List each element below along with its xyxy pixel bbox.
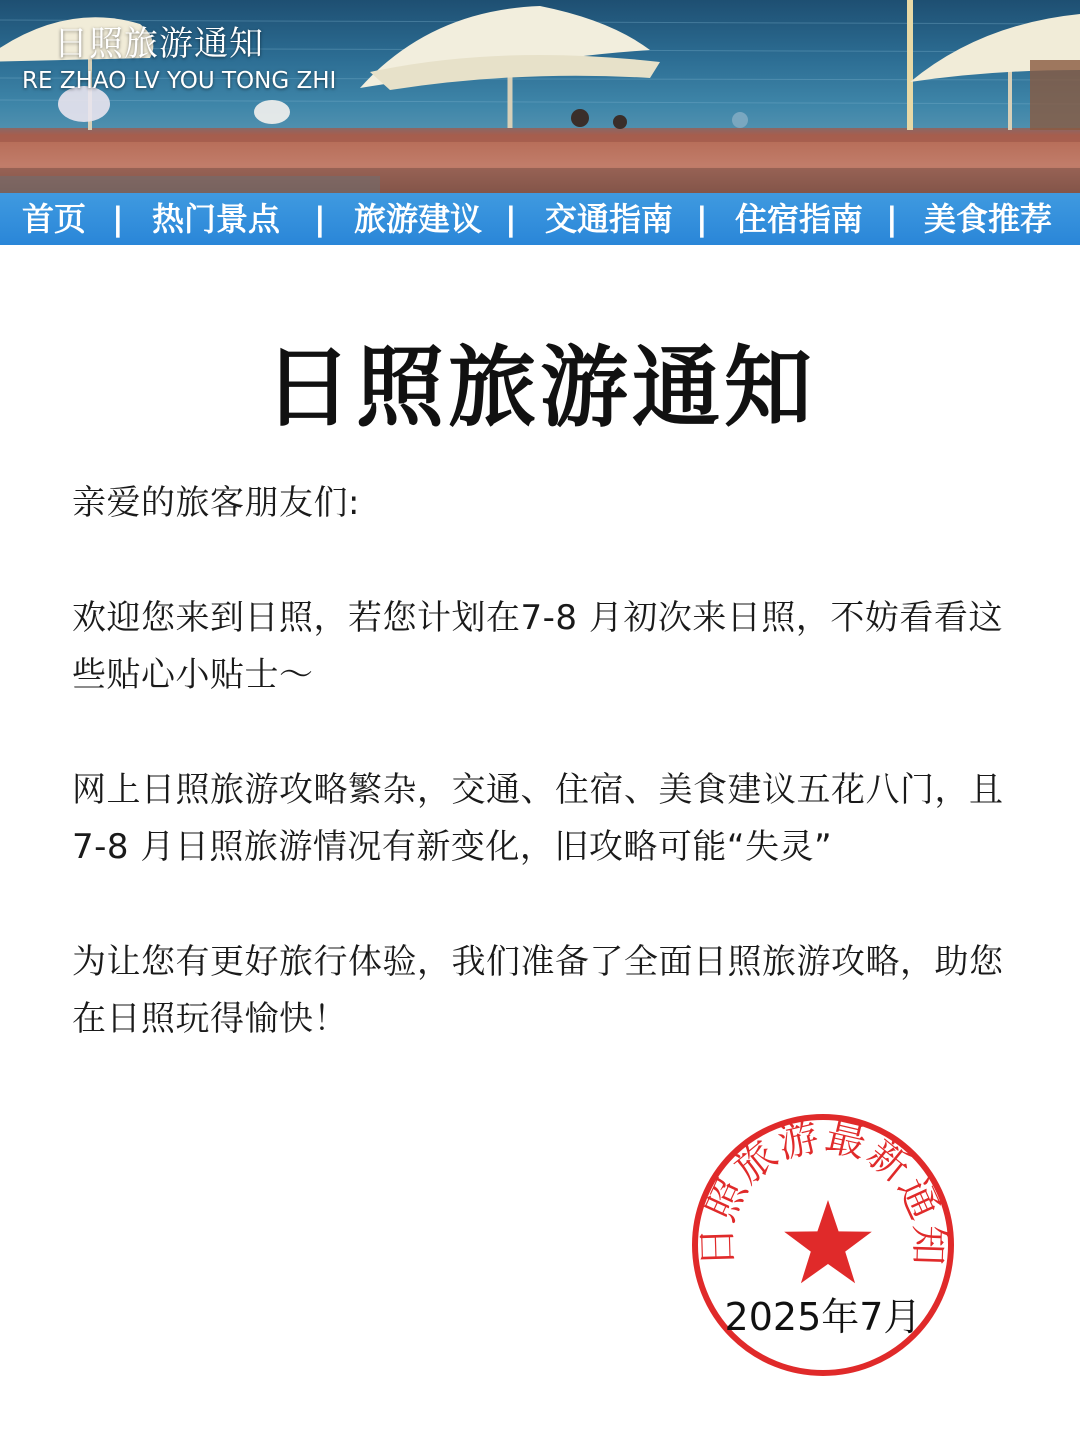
nav-separator: | (696, 200, 708, 238)
nav-item-travel-tips[interactable]: 旅游建议 (354, 200, 483, 238)
nav-bar (0, 193, 1080, 245)
nav-separator: | (505, 200, 517, 238)
greeting: 亲爱的旅客朋友们: (72, 483, 360, 523)
nav-separator: | (112, 200, 124, 238)
page-title: 日照旅游通知 (263, 336, 816, 439)
star-icon (784, 1200, 872, 1283)
nav-separator: | (886, 200, 898, 238)
paragraph-guide-note: 网上日照旅游攻略繁杂，交通、住宿、美食建议五花八门，且 7-8 月日照旅游情况有新变化，旧攻略可能“失灵” (72, 770, 1004, 867)
nav-separator: | (314, 200, 326, 238)
seal-date: 2025年7月 (724, 1295, 922, 1339)
paragraph-welcome: 欢迎您来到日照，若您计划在7-8 月初次来日照，不妨看看这些贴心小贴士～ (72, 598, 1003, 695)
banner-title: 日照旅游通知 (54, 24, 264, 64)
official-seal (688, 1110, 958, 1380)
nav-item-food[interactable]: 美食推荐 (924, 200, 1053, 238)
paragraph-closing: 为让您有更好旅行体验，我们准备了全面日照旅游攻略，助您在日照玩得愉快！ (72, 942, 1004, 1039)
nav-item-home[interactable]: 首页 (22, 200, 87, 238)
nav-item-lodging-guide[interactable]: 住宿指南 (735, 200, 864, 238)
seal-text: 日照旅游最新通知 (694, 1113, 952, 1268)
nav-item-transport-guide[interactable]: 交通指南 (545, 200, 674, 238)
header-banner (0, 0, 1080, 193)
nav-item-hot-spots[interactable]: 热门景点 (152, 200, 281, 238)
banner-subtitle: RE ZHAO LV YOU TONG ZHI (22, 68, 337, 94)
